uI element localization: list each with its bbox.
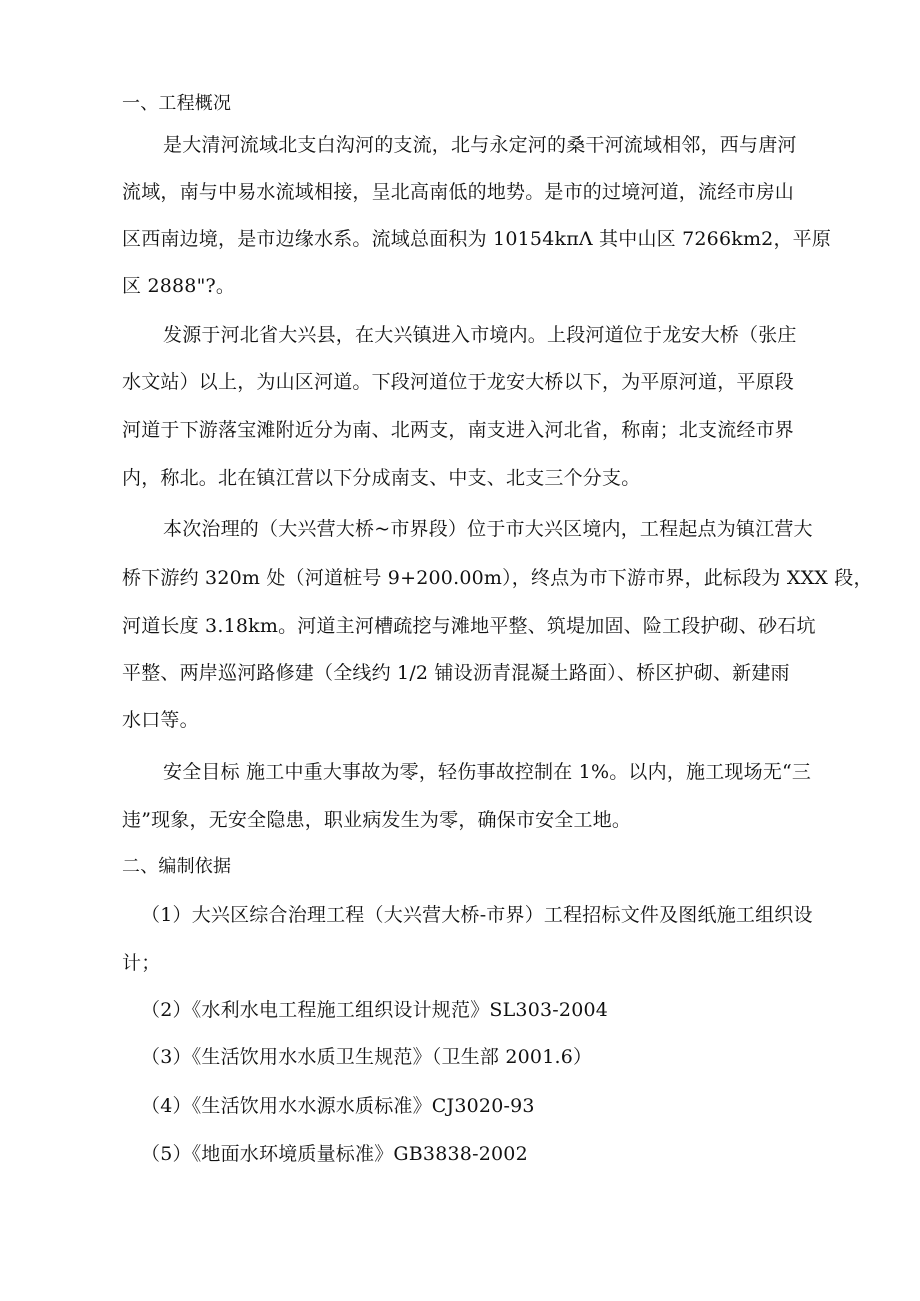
reference-item-2: （2）《水利水电工程施工组织设计规范》SL303-2004 bbox=[141, 999, 609, 1021]
para-4-line-2: 违”现象，无安全隐患，职业病发生为零，确保市安全工地。 bbox=[122, 809, 632, 831]
para-3-line-3: 河道长度 3.18km。河道主河槽疏挖与滩地平整、筑堤加固、险工段护砌、砂石坑 bbox=[122, 615, 816, 637]
para-3-line-1: 本次治理的（大兴营大桥~市界段）位于市大兴区境内，工程起点为镇江营大 bbox=[163, 518, 813, 540]
para-1-line-3: 区西南边境，是市边缘水系。流域总面积为 10154kπΛ 其中山区 7266km2，平原 bbox=[122, 228, 832, 250]
para-1-line-4: 区 2888"?。 bbox=[122, 275, 236, 297]
reference-item-4: （4）《生活饮用水水源水质标准》CJ3020-93 bbox=[141, 1095, 535, 1117]
para-3-line-5: 水口等。 bbox=[122, 709, 199, 731]
para-1-line-2: 流域，南与中易水流域相接，呈北高南低的地势。是市的过境河道，流经市房山 bbox=[122, 181, 795, 203]
reference-item-5: （5）《地面水环境质量标准》GB3838-2002 bbox=[141, 1143, 528, 1165]
para-4-line-1: 安全目标 施工中重大事故为零，轻伤事故控制在 1%。以内，施工现场无“三 bbox=[163, 761, 812, 783]
para-2-line-4: 内，称北。北在镇江营以下分成南支、中支、北支三个分支。 bbox=[122, 467, 641, 489]
section-2-heading: 二、编制依据 bbox=[122, 856, 232, 877]
para-2-line-1: 发源于河北省大兴县，在大兴镇进入市境内。上段河道位于龙安大桥（张庄 bbox=[163, 324, 797, 346]
reference-item-1-line-2: 计； bbox=[122, 952, 161, 974]
reference-item-3: （3）《生活饮用水水质卫生规范》（卫生部 2001.6） bbox=[141, 1046, 593, 1068]
para-1-line-1: 是大清河流域北支白沟河的支流，北与永定河的桑干河流域相邻，西与唐河 bbox=[163, 134, 797, 156]
para-2-line-2: 水文站）以上，为山区河道。下段河道位于龙安大桥以下，为平原河道，平原段 bbox=[122, 371, 795, 393]
para-2-line-3: 河道于下游落宝滩附近分为南、北两支，南支进入河北省，称南；北支流经市界 bbox=[122, 419, 795, 441]
para-3-line-4: 平整、两岸巡河路修建（全线约 1/2 铺设沥青混凝土路面）、桥区护砌、新建雨 bbox=[122, 662, 790, 684]
section-1-heading: 一、工程概况 bbox=[122, 93, 232, 114]
para-3-line-2: 桥下游约 320m 处（河道桩号 9+200.00m），终点为市下游市界，此标段为 XXX 段， bbox=[122, 567, 873, 589]
reference-item-1-line-1: （1）大兴区综合治理工程（大兴营大桥-市界）工程招标文件及图纸施工组织设 bbox=[141, 904, 813, 926]
